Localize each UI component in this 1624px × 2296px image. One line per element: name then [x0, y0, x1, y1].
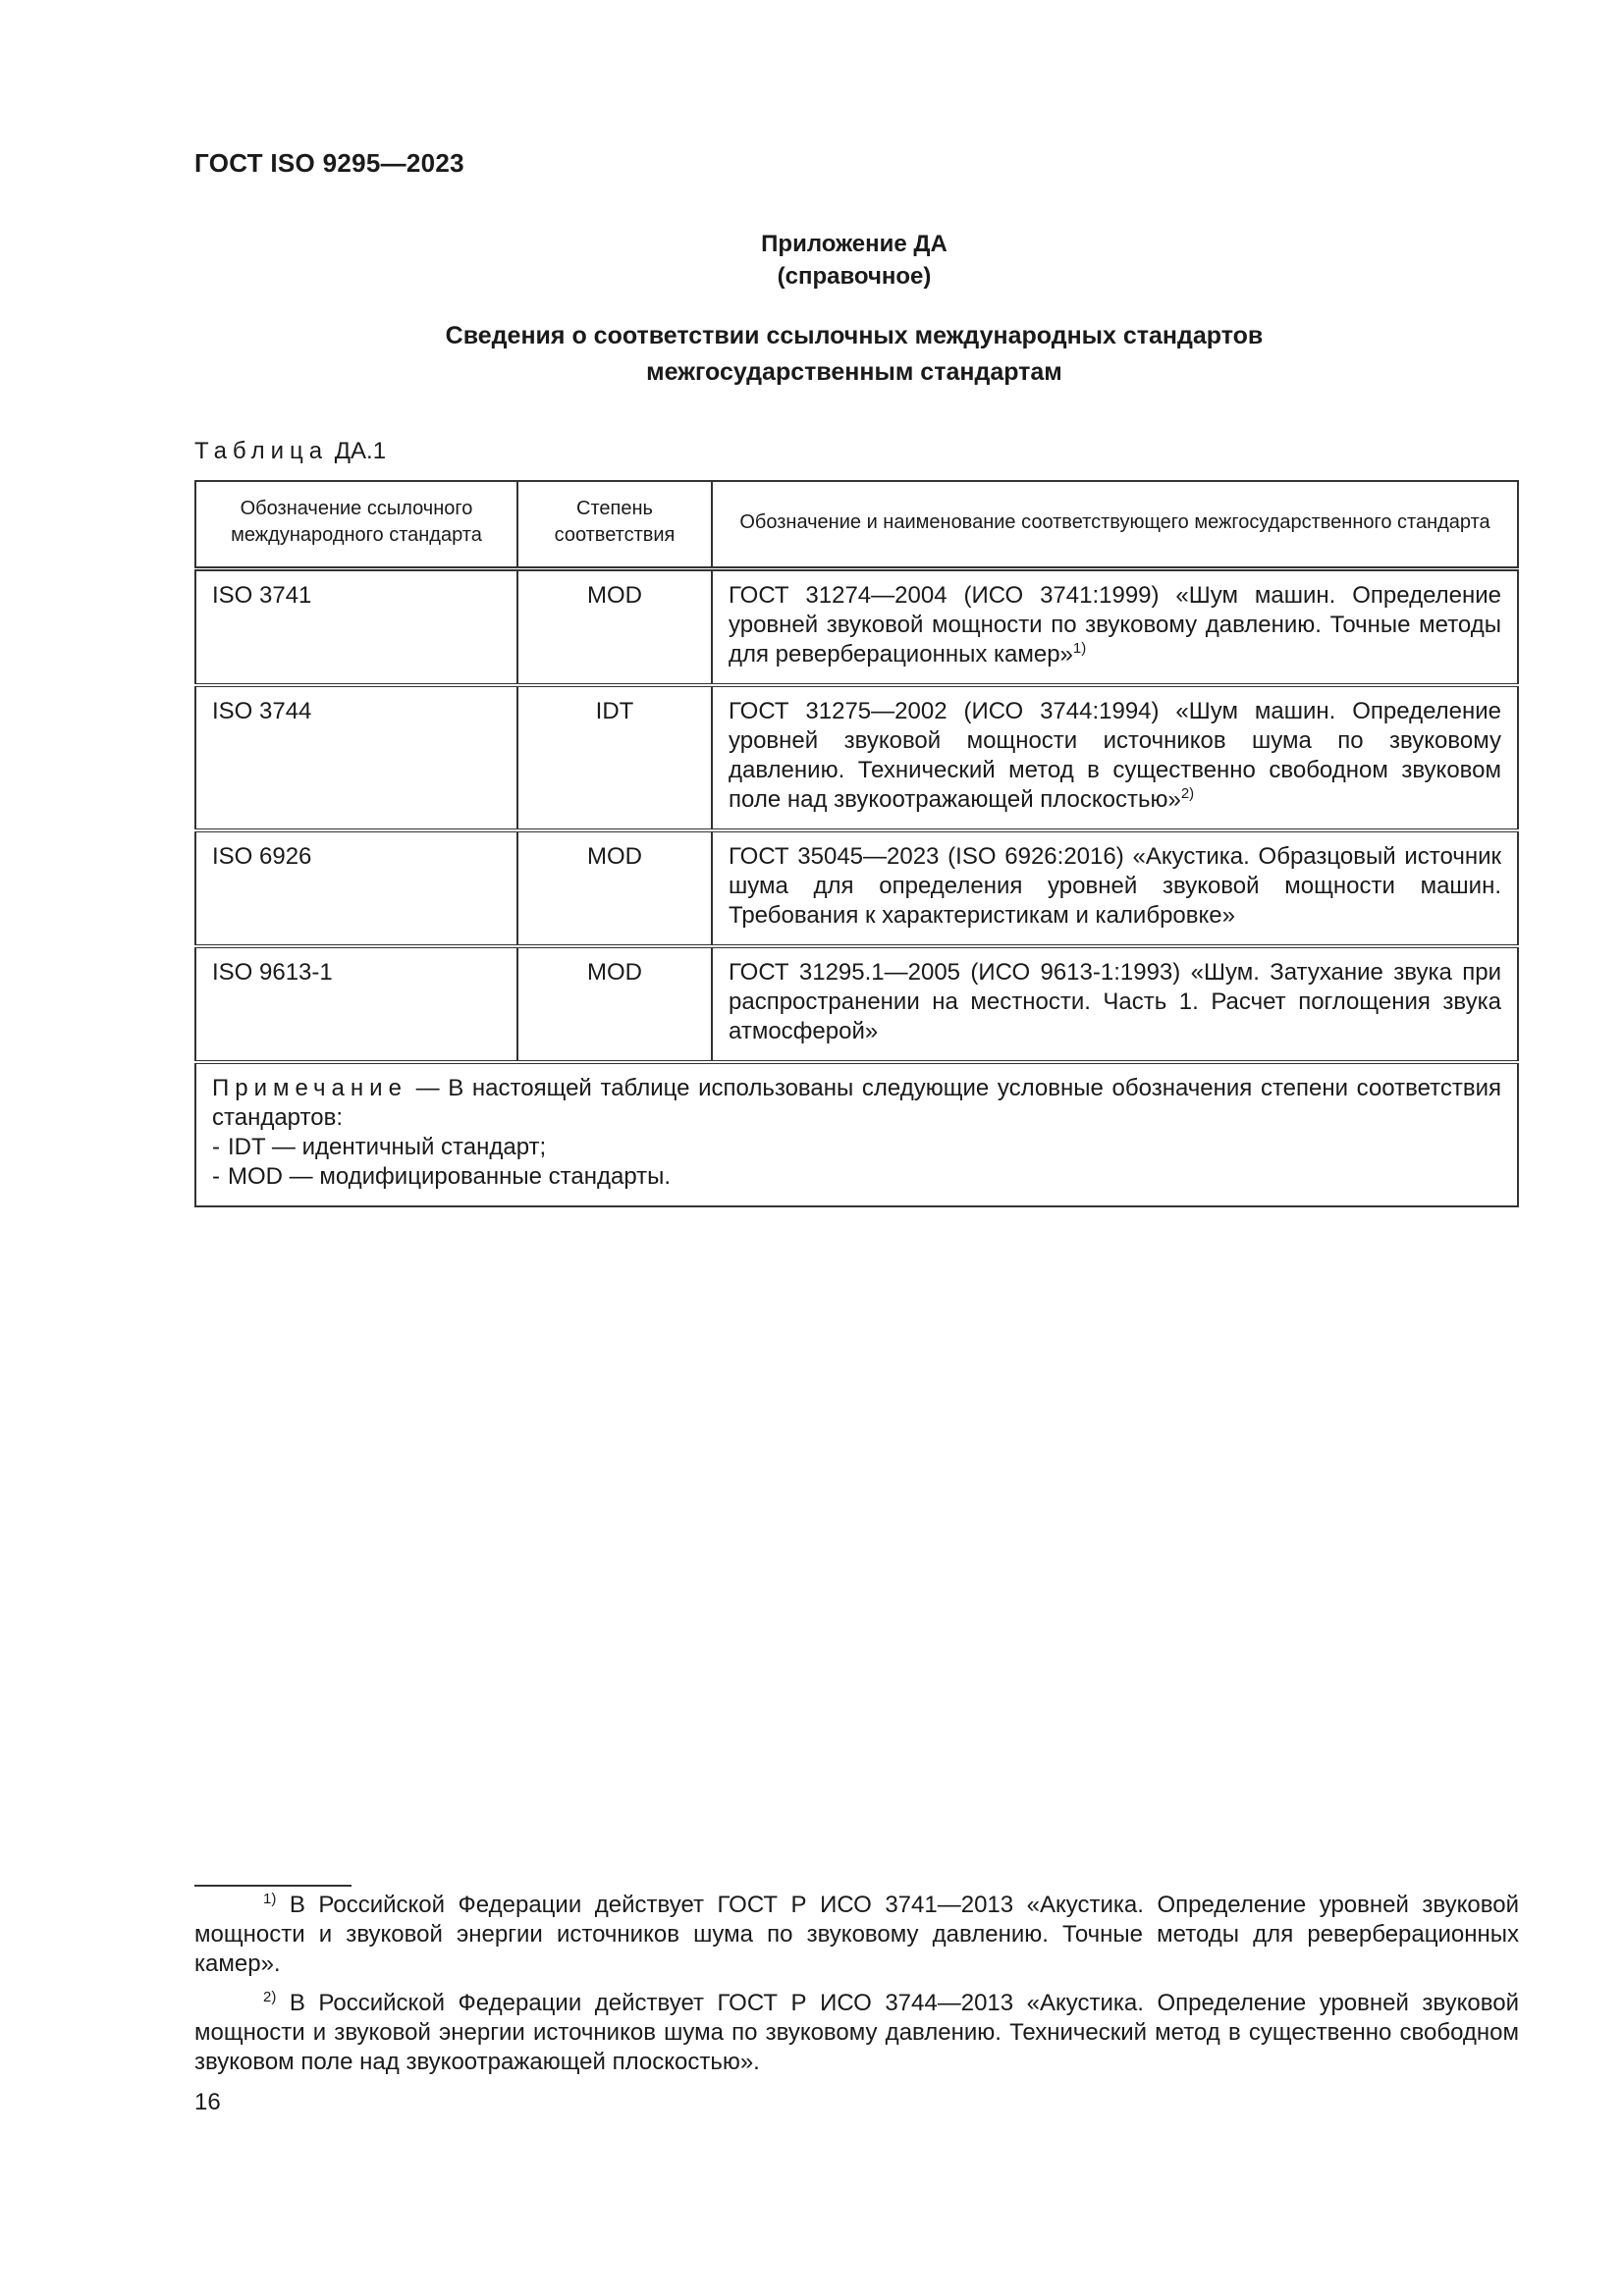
note-text: — В настоящей таблице использованы следующие условные обозначения степени соответствия стандартов:	[212, 1075, 1501, 1131]
footnote-ref: 1)	[1072, 640, 1087, 657]
intl-standard-code: ISO 6926	[195, 830, 517, 946]
intl-standard-code: ISO 3744	[195, 685, 517, 830]
column-header-intl-standard: Обозначение ссылочного международного стандарта	[195, 481, 517, 569]
footnote	[194, 1891, 1519, 1979]
table-row	[195, 830, 1518, 946]
table-note	[195, 1062, 1518, 1206]
footnote-separator	[194, 1885, 352, 1887]
correspondence-degree: MOD	[517, 946, 712, 1062]
note-label: Примечание	[212, 1075, 407, 1101]
page-number: 16	[194, 2089, 221, 2115]
correspondence-degree: MOD	[517, 569, 712, 686]
intl-standard-code: ISO 9613-1	[195, 946, 517, 1062]
footnote	[194, 1989, 1519, 2077]
footnote-ref: 2)	[1180, 785, 1195, 802]
table-caption	[194, 438, 386, 465]
note-item-text: MOD — модифицированные стандарты.	[228, 1163, 672, 1190]
standards-correspondence-table	[194, 480, 1519, 1207]
interstate-standard-cell	[712, 946, 1518, 1062]
note-list-item	[212, 1162, 1501, 1192]
interstate-standard-text: ГОСТ 31275—2002 (ИСО 3744:1994) «Шум машин. Определение уровней звуковой мощности источников шума по звуковому давлению. Технический метод в существенно свободном звуковом поле над звукоотражающей плоскостью»	[729, 698, 1501, 813]
table-caption-number: ДА.1	[334, 438, 387, 464]
appendix-heading	[0, 228, 1624, 293]
footnote-number: 2)	[263, 1989, 277, 2005]
section-title-line-1: Сведения о соответствии ссылочных международных стандартов	[445, 322, 1264, 349]
section-title-line-2: межгосударственным стандартам	[646, 358, 1062, 386]
section-title	[0, 318, 1624, 391]
table-row	[195, 946, 1518, 1062]
appendix-type: (справочное)	[777, 263, 932, 290]
column-header-interstate-standard: Обозначение и наименование соответствующего межгосударственного стандарта	[712, 481, 1518, 569]
table-note-row	[195, 1062, 1518, 1206]
interstate-standard-cell	[712, 685, 1518, 830]
note-item-dash: -	[212, 1163, 220, 1190]
footnote-text: В Российской Федерации действует ГОСТ Р ИСО 3744—2013 «Акустика. Определение уровней звуковой мощности и звуковой энергии источников шума по звуковому давлению. Технический метод в существенно свободном звуковом поле над звукоотражающей плоскостью».	[194, 1990, 1519, 2075]
footnote-mark	[194, 1990, 276, 2016]
interstate-standard-text: ГОСТ 31274—2004 (ИСО 3741:1999) «Шум машин. Определение уровней звуковой мощности по звуковому давлению. Точные методы для реверберационных камер»	[729, 582, 1501, 667]
appendix-title: Приложение ДА	[761, 231, 947, 257]
column-header-degree: Степень соответствия	[517, 481, 712, 569]
interstate-standard-cell	[712, 830, 1518, 946]
interstate-standard-text: ГОСТ 31295.1—2005 (ИСО 9613-1:1993) «Шум. Затухание звука при распространении на местности. Часть 1. Расчет поглощения звука атмосферой»	[729, 959, 1501, 1044]
interstate-standard-cell	[712, 569, 1518, 686]
footnote-text: В Российской Федерации действует ГОСТ Р ИСО 3741—2013 «Акустика. Определение уровней звуковой мощности и звуковой энергии источников шума по звуковому давлению. Точные методы для реверберационных камер».	[194, 1892, 1519, 1977]
correspondence-degree: IDT	[517, 685, 712, 830]
document-code-header: ГОСТ ISO 9295—2023	[194, 148, 464, 178]
table-row	[195, 685, 1518, 830]
intl-standard-code: ISO 3741	[195, 569, 517, 686]
footnote-mark	[194, 1892, 276, 1918]
table-header-row	[195, 481, 1518, 569]
footnote-number: 1)	[263, 1891, 277, 1907]
table-row	[195, 569, 1518, 686]
note-item-text: IDT — идентичный стандарт;	[228, 1134, 547, 1160]
correspondence-degree: MOD	[517, 830, 712, 946]
interstate-standard-text: ГОСТ 35045—2023 (ISO 6926:2016) «Акустика. Образцовый источник шума для определения уровней звуковой мощности машин. Требования к характеристикам и калибровке»	[729, 843, 1501, 929]
table-caption-label: Таблица	[194, 438, 329, 464]
note-item-dash: -	[212, 1134, 220, 1160]
note-list-item	[212, 1133, 1501, 1162]
